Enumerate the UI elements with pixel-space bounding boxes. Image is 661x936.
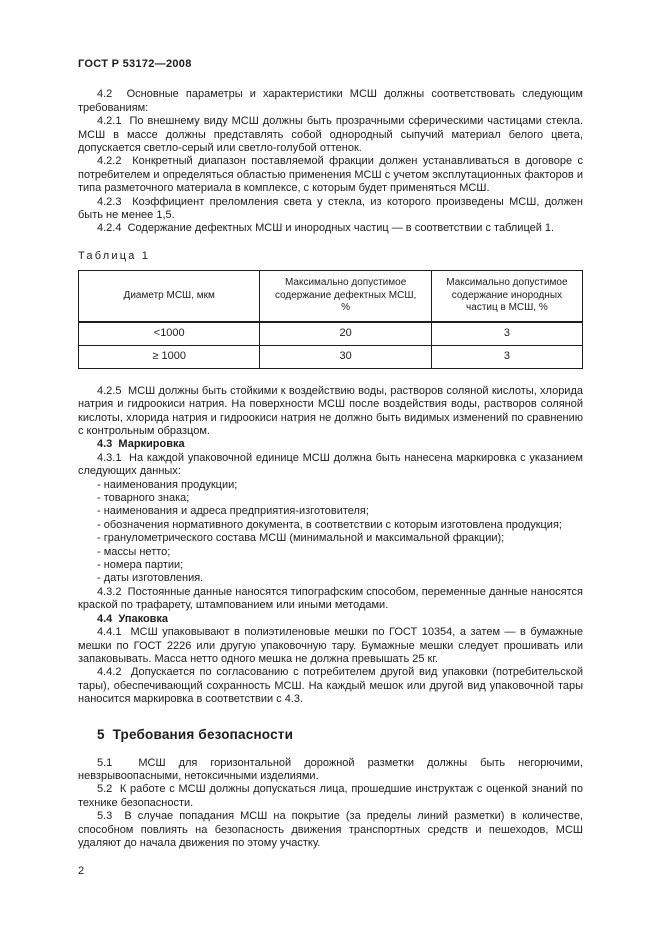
- subclause-heading-4-3: 4.3 Маркировка: [97, 438, 185, 451]
- table-1: [78, 270, 583, 369]
- marking-bullet: - даты изготовления.: [97, 572, 204, 585]
- clause-4-2-3: 4.2.3 Коэффициент преломления света у стекла, из которого произведены МСШ, должен быть не менее 1,5.: [78, 195, 583, 222]
- clause-5-3: 5.3 В случае попадания МСШ на покрытие (за пределы линий разметки) в количестве, способном повлиять на безопасность движения транспортных средств и пешеходов, МСШ удаляют до начала движения по этому участку.: [78, 810, 583, 849]
- table-cell: <1000: [79, 322, 260, 346]
- marking-bullet: - массы нетто;: [97, 545, 171, 558]
- clause-4-2-1: 4.2.1 По внешнему виду МСШ должны быть прозрачными сферическими частицами стекла. МСШ в массе должны представлять собой однородный сыпучий материал белого цвета, допускается светло-серый или светло-голубой оттенок.: [78, 115, 583, 155]
- clause-4-3-2: 4.3.2 Постоянные данные наносятся типографским способом, переменные данные наносятся краской по трафарету, штампованием или иными методами.: [78, 585, 583, 612]
- section-5-heading: 5 Требования безопасности: [97, 726, 294, 742]
- table-cell: ≥ 1000: [79, 345, 260, 368]
- table-row: [79, 322, 583, 346]
- table-1-label: Таблица 1: [78, 249, 151, 262]
- clause-4-4-1: 4.4.1 МСШ упаковывают в полиэтиленовые мешки по ГОСТ 10354, а затем — в бумажные мешки по ГОСТ 2226 или другую упаковочную тару. Бумажные мешки следует прошивать или запаковывать. Масса нетто одного мешка не должна превышать 25 кг.: [78, 626, 583, 665]
- clause-4-2-2: 4.2.2 Конкретный диапазон поставляемой фракции должен устанавливаться в договоре с потребителем и определяться областью применения МСШ с учетом эксплутационных факторов и типа разметочного материала в комплексе, с которым будет применяться МСШ.: [78, 155, 583, 195]
- col-header-defective: Максимально допустимое содержание дефектных МСШ, %: [260, 271, 431, 322]
- clause-4-2: 4.2 Основные параметры и характеристики МСШ должны соответствовать следующим требованиям:: [78, 88, 583, 114]
- col-header-foreign: Максимально допустимое содержание инородных частиц в МСШ, %: [431, 271, 582, 322]
- clause-4-4-2: 4.4.2 Допускается по согласованию с потребителем другой вид упаковки (потребительской тары), обеспечивающий сохранность МСШ. На каждый мешок или другой вид упаковочной тары наносится маркировка в соответствии с 4.3.: [78, 666, 583, 706]
- table-cell: 20: [260, 322, 431, 346]
- marking-bullet: - номера партии;: [97, 559, 184, 572]
- col-header-diameter: Диаметр МСШ, мкм: [79, 271, 260, 322]
- clause-5-1: 5.1 МСШ для горизонтальной дорожной разметки должны быть негорючими, невзрывоопасными, нетоксичными изделиями.: [78, 756, 583, 782]
- clause-4-2-4: 4.2.4 Содержание дефектных МСШ и инородных частиц — в соответствии с таблицей 1.: [97, 222, 555, 235]
- table-cell: 3: [431, 345, 582, 368]
- clause-4-2-5: 4.2.5 МСШ должны быть стойкими к воздействию воды, растворов соляной кислоты, хлорида натрия и гидроокиси натрия. На поверхности МСШ после воздействия воды, растворов соляной кислоты, хлорида натрия и гидроокиси натрия не должно быть видимых изменений по сравнению с контрольным образцом.: [78, 384, 583, 437]
- marking-bullet: - гранулометрического состава МСШ (минимальной и максимальной фракции);: [97, 532, 505, 545]
- table-row: [79, 345, 583, 368]
- marking-bullet: - обозначения нормативного документа, в соответствии с которым изготовлена продукция;: [97, 518, 562, 531]
- marking-bullet: - наименования и адреса предприятия-изготовителя;: [97, 505, 369, 518]
- clause-5-2: 5.2 К работе с МСШ должны допускаться лица, прошедшие инструктаж с оценкой знаний по технике безопасности.: [78, 783, 583, 809]
- subclause-heading-4-4: 4.4 Упаковка: [97, 612, 169, 625]
- marking-bullet: - наименования продукции;: [97, 478, 238, 491]
- table-cell: 30: [260, 345, 431, 368]
- table-cell: 3: [431, 322, 582, 346]
- page-number: 2: [78, 865, 85, 878]
- marking-bullet: - товарного знака;: [97, 492, 190, 505]
- clause-4-3-1: 4.3.1 На каждой упаковочной единице МСШ должна быть нанесена маркировка с указанием следующих данных:: [78, 451, 583, 478]
- doc-code-header: ГОСТ Р 53172—2008: [78, 58, 192, 70]
- table-header-row: [79, 271, 583, 322]
